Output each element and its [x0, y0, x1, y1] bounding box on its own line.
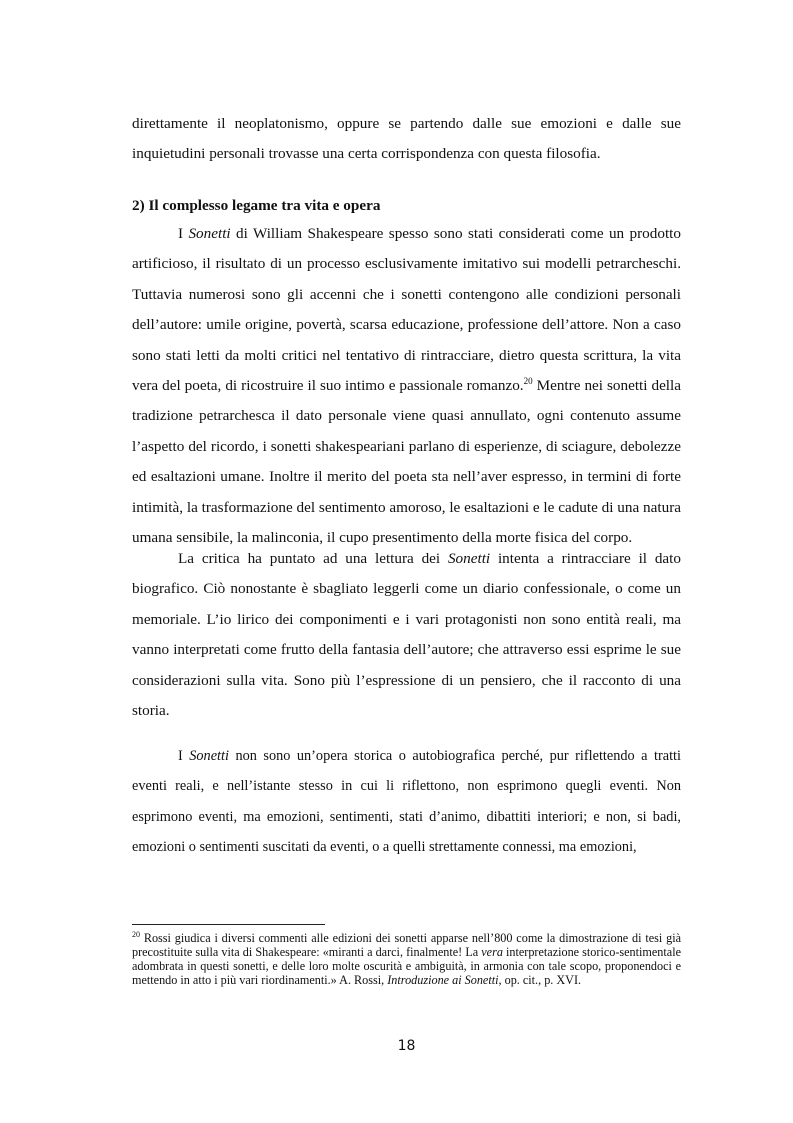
footnote-citation: , op. cit., p. XVI.: [498, 973, 582, 987]
italic-title: Sonetti: [189, 748, 229, 764]
footnote-reference[interactable]: 20: [523, 375, 533, 386]
page-number: 18: [397, 1038, 416, 1054]
paragraph-lead: I: [178, 225, 189, 242]
footnote-text: Rossi giudica i diversi commenti alle edizioni dei sonetti apparse nell’800 come la dimostrazione di tesi già precostituite sulla vita di Shakespeare: «miranti a darci, finalmente! La: [132, 931, 681, 959]
footnote: [132, 931, 681, 987]
block-quote: [132, 741, 681, 863]
footnote-italic-work: Introduzione ai Sonetti: [387, 973, 499, 987]
section-heading: 2) Il complesso legame tra vita e opera: [132, 197, 381, 214]
intro-text: direttamente il neoplatonismo, oppure se partendo dalle sue emozioni e dalle sue inquietudini personali trovasse una certa corrispondenza con questa filosofia.: [132, 115, 681, 163]
paragraph-text-continued: Mentre nei sonetti della tradizione petrarchesca il dato personale viene quasi annullato, ogni contenuto assume l’aspetto del ricordo, i sonetti shakespeariani parlano di esperienze, di sciagure, debolezze ed esaltazioni umane. Inoltre il merito del poeta sta nell’aver espresso, in termini di forte intimità, la trasformazione del sentimento amoroso, le esaltazioni e le cadute di una natura umana sensibile, la malinconia, il cupo presentimento della morte fisica del corpo.: [132, 377, 681, 547]
paragraph-text: di William Shakespeare spesso sono stati considerati come un prodotto artificioso, il risultato di un processo esclusivamente imitativo sui modelli petrarcheschi. Tuttavia numerosi sono gli accenni che i sonetti contengono alle condizioni personali dell’autore: umile origine, povertà, scarsa educazione, professione dell’attore. Non a caso sono stati letti da molti critici nel tentativo di rintracciare, dietro questa scrittura, la vita vera del poeta, di ricostruire il suo intimo e passionale romanzo.: [132, 225, 681, 395]
paragraph-lead: La critica ha puntato ad una lettura dei: [178, 550, 448, 567]
quote-text: non sono un’opera storica o autobiografica perché, pur riflettendo a tratti eventi reali, e nell’istante stesso in cui li riflettono, non esprimono quegli eventi. Non esprimono eventi, ma emozioni, sentimenti, stati d’animo, dibattiti interiori; e non, si badi, emozioni o sentimenti suscitati da eventi, o a quelli strettamente connessi, ma emozioni,: [132, 748, 681, 856]
footnote-text-continued: interpretazione storico-sentimentale adombrata in questi sonetti, e delle loro molte oscurità e ambiguità, in armonia con tale scopo, proponendoci e mettendo in atto i più vari riordinamenti.» A. Rossi,: [132, 945, 681, 987]
paragraph-text: intenta a rintracciare il dato biografico. Ciò nonostante è sbagliato leggerli come un diario confessionale, o come un memoriale. L’io lirico dei componimenti e i vari protagonisti non sono entità reali, ma vanno interpretati come frutto della fantasia dell’autore; che attraverso essi esprime le sue considerazioni sulla vita. Sono più l’espressione di un pensiero, che il racconto di una storia.: [132, 550, 681, 720]
quote-lead: I: [178, 748, 190, 764]
body-paragraph-2: [132, 544, 681, 726]
footnote-italic-word: vera: [481, 945, 503, 959]
italic-title: Sonetti: [188, 225, 231, 242]
intro-paragraph: [132, 109, 681, 170]
body-paragraph-1: [132, 219, 681, 553]
italic-title: Sonetti: [447, 550, 491, 567]
footnote-number: 20: [132, 929, 140, 939]
footnote-divider: [132, 924, 325, 925]
